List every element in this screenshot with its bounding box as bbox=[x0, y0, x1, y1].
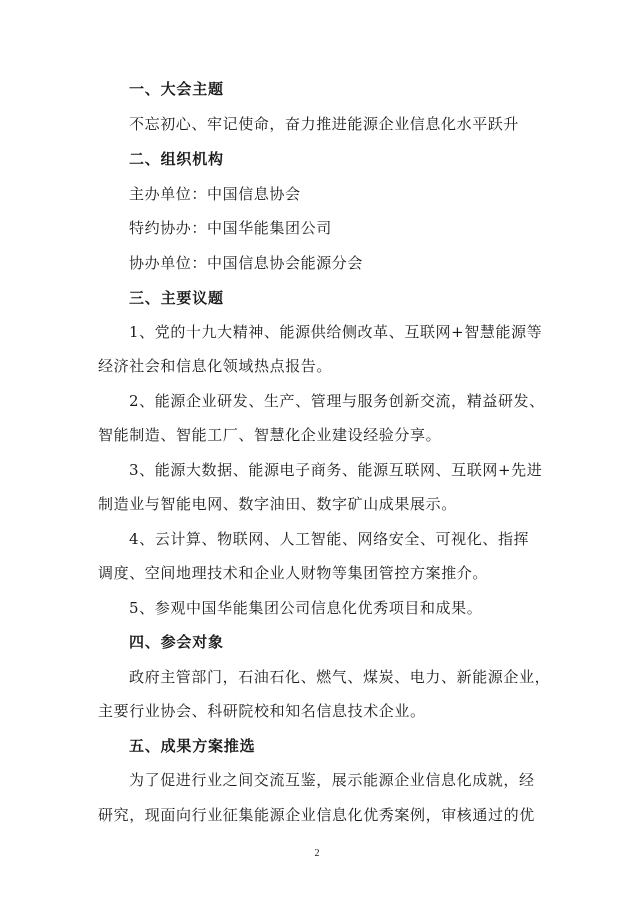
special-co-organizer-line: 特约协办：中国华能集团公司 bbox=[129, 219, 332, 237]
participants-line-1: 政府主管部门，石油石化、燃气、煤炭、电力、新能源企业， bbox=[129, 668, 551, 686]
theme-text: 不忘初心、牢记使命，奋力推进能源企业信息化水平跃升 bbox=[129, 115, 520, 133]
topic-4-line-1: 4、云计算、物联网、人工智能、网络安全、可视化、指挥 bbox=[129, 530, 530, 548]
page-number: 2 bbox=[314, 848, 320, 859]
organizer-line: 主办单位：中国信息协会 bbox=[129, 185, 301, 203]
section-heading-organization: 二、组织机构 bbox=[129, 150, 224, 168]
topic-3-line-2: 制造业与智能电网、数字油田、数字矿山成果展示。 bbox=[98, 495, 457, 513]
topic-4-line-2: 调度、空间地理技术和企业人财物等集团管控方案推介。 bbox=[98, 564, 489, 582]
selection-line-1: 为了促进行业之间交流互鉴，展示能源企业信息化成就，经 bbox=[129, 771, 535, 789]
topic-1-line-2: 经济社会和信息化领域热点报告。 bbox=[98, 357, 333, 375]
topic-1-line-1: 1、党的十九大精神、能源供给侧改革、互联网+智慧能源等 bbox=[129, 323, 543, 341]
topic-2-line-2: 智能制造、智能工厂、智慧化企业建设经验分享。 bbox=[98, 426, 442, 444]
participants-line-2: 主要行业协会、科研院校和知名信息技术企业。 bbox=[98, 702, 426, 720]
selection-line-2: 研究，现面向行业征集能源企业信息化优秀案例，审核通过的优 bbox=[98, 806, 535, 824]
section-heading-topics: 三、主要议题 bbox=[129, 289, 224, 307]
co-organizer-line: 协办单位：中国信息协会能源分会 bbox=[129, 254, 364, 272]
section-heading-participants: 四、参会对象 bbox=[129, 633, 224, 651]
topic-2-line-1: 2、能源企业研发、生产、管理与服务创新交流，精益研发、 bbox=[129, 392, 545, 410]
section-heading-theme: 一、大会主题 bbox=[129, 80, 224, 98]
section-heading-selection: 五、成果方案推选 bbox=[129, 737, 256, 755]
topic-3-line-1: 3、能源大数据、能源电子商务、能源互联网、互联网+先进 bbox=[129, 461, 543, 479]
topic-5-line-1: 5、参观中国华能集团公司信息化优秀项目和成果。 bbox=[129, 599, 483, 617]
